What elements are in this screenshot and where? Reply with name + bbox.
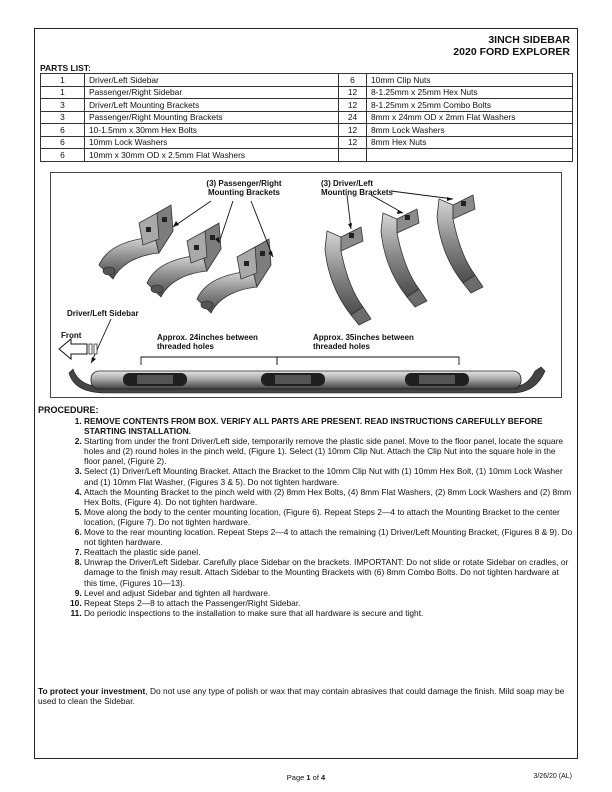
part-qty: 12 xyxy=(339,86,367,99)
part-desc: 8mm Lock Washers xyxy=(367,124,573,137)
span-35-label: Approx. 35inches between threaded holes xyxy=(313,333,414,351)
page-total: 4 xyxy=(321,773,326,782)
procedure-step: 9. Level and adjust Sidebar and tighten all hardware. xyxy=(84,588,574,598)
procedure-step: 3. Select (1) Driver/Left Mounting Bracket. Attach the Bracket to the 10mm Clip Nut with (1) 10mm Hex Bolt, (1) 10mm Lock Washer and (1) 10mm Flat Washer, (Figures 3 & 5). Do not tighten hardware. xyxy=(84,466,574,486)
parts-row xyxy=(41,149,573,162)
driver-bracket-3 xyxy=(437,195,483,293)
procedure-step: 10. Repeat Steps 2—8 to attach the Passenger/Right Sidebar. xyxy=(84,598,574,608)
step-pad-3 xyxy=(405,373,469,386)
driver-sidebar xyxy=(69,367,545,393)
part-qty: 6 xyxy=(41,149,85,162)
procedure-step: 4. Attach the Mounting Bracket to the pinch weld with (2) 8mm Hex Bolts, (4) 8mm Flat Washers, (2) 8mm Lock Washers and (2) 8mm Hex Bolts, (Figure 4). Do not tighten hardware. xyxy=(84,487,574,507)
page-prefix: Page xyxy=(286,773,307,782)
care-note xyxy=(38,686,570,706)
part-qty xyxy=(339,149,367,162)
title-block xyxy=(453,34,570,58)
part-desc: 8mm x 24mm OD x 2mm Flat Washers xyxy=(367,111,573,124)
part-qty: 12 xyxy=(339,136,367,149)
part-desc: 8-1.25mm x 25mm Combo Bolts xyxy=(367,99,573,112)
part-qty: 1 xyxy=(41,86,85,99)
procedure-step: 6. Move to the rear mounting location. Repeat Steps 2—4 to attach the remaining (1) Driver/Left Mounting Bracket, (Figures 8 & 9). Do not tighten hardware. xyxy=(84,527,574,547)
parts-figure xyxy=(50,172,562,398)
procedure-step: 1. REMOVE CONTENTS FROM BOX. VERIFY ALL PARTS ARE PRESENT. READ INSTRUCTIONS CAREFULLY BEFORE STARTING INSTALLATION. xyxy=(84,416,574,436)
step-pad-1 xyxy=(123,373,187,386)
parts-illustration xyxy=(51,173,561,397)
passenger-brackets-label: (3) Passenger/Right Mounting Brackets xyxy=(206,179,282,197)
part-desc: Driver/Left Sidebar xyxy=(85,74,339,87)
procedure-title: PROCEDURE: xyxy=(38,405,99,415)
parts-list-label: PARTS LIST: xyxy=(40,63,91,73)
part-desc xyxy=(367,149,573,162)
part-qty: 1 xyxy=(41,74,85,87)
part-qty: 12 xyxy=(339,99,367,112)
parts-row xyxy=(41,124,573,137)
part-desc: Passenger/Right Sidebar xyxy=(85,86,339,99)
part-desc: 10mm x 30mm OD x 2.5mm Flat Washers xyxy=(85,149,339,162)
part-desc: 10mm Clip Nuts xyxy=(367,74,573,87)
driver-bracket-1 xyxy=(325,227,371,325)
procedure-step: 5. Move along the body to the center mounting location, (Figure 6). Repeat Steps 2—4 to attach the Mounting Bracket to the center location, (Figure 7). Do not tighten hardware. xyxy=(84,507,574,527)
parts-row xyxy=(41,86,573,99)
procedure-step: 7. Reattach the plastic side panel. xyxy=(84,547,574,557)
part-qty: 24 xyxy=(339,111,367,124)
parts-table xyxy=(40,73,573,162)
driver-bracket-2 xyxy=(381,209,427,307)
part-desc: 8-1.25mm x 25mm Hex Nuts xyxy=(367,86,573,99)
part-qty: 6 xyxy=(41,124,85,137)
vehicle-title: 2020 FORD EXPLORER xyxy=(453,46,570,58)
part-qty: 12 xyxy=(339,124,367,137)
step-pad-2 xyxy=(261,373,325,386)
care-note-text: , Do not use any type of polish or wax that may contain abrasives that could damage the finish. Mild soap may be used to clean the Sidebar. xyxy=(38,686,565,707)
part-desc: 10mm Lock Washers xyxy=(85,136,339,149)
parts-row xyxy=(41,74,573,87)
front-arrow-icon xyxy=(59,339,97,359)
front-label: Front xyxy=(61,331,82,340)
part-desc: Passenger/Right Mounting Brackets xyxy=(85,111,339,124)
span-24-label: Approx. 24inches between threaded holes xyxy=(157,333,258,351)
part-desc: 10-1.5mm x 30mm Hex Bolts xyxy=(85,124,339,137)
sidebar-label: Driver/Left Sidebar xyxy=(67,309,139,318)
part-qty: 3 xyxy=(41,111,85,124)
procedure-step: 2. Starting from under the front Driver/Left side, temporarily remove the plastic side panel. Move to the floor panel, locate the square holes and (2) round holes in the pinch weld, (Figure 1). Select (1) 10mm Clip Nut. Attach the Clip Nut into the square hole in the floor panel, (Figure 2). xyxy=(84,436,574,466)
dimension-lines xyxy=(141,357,459,365)
page-of: of xyxy=(310,773,322,782)
page-number xyxy=(0,773,612,782)
part-qty: 6 xyxy=(339,74,367,87)
procedure-steps xyxy=(44,416,574,618)
part-qty: 3 xyxy=(41,99,85,112)
part-qty: 6 xyxy=(41,136,85,149)
procedure-step: 11. Do periodic inspections to the installation to make sure that all hardware is secure and tight. xyxy=(84,608,574,618)
part-desc: 8mm Hex Nuts xyxy=(367,136,573,149)
page-current: 1 xyxy=(306,773,311,782)
parts-row xyxy=(41,111,573,124)
parts-row xyxy=(41,99,573,112)
procedure-step: 8. Unwrap the Driver/Left Sidebar. Carefully place Sidebar on the brackets. IMPORTANT: Do not slide or rotate Sidebar on cradles, or damage to the finish may result. Attach Sidebar to the Mounting Brackets with (6) 8mm Combo Bolts. Do not tighten hardware at this time, (Figures 10—13). xyxy=(84,557,574,587)
care-note-lead: To protect your investment xyxy=(38,686,146,696)
revision-date: 3/26/20 (AL) xyxy=(533,773,572,780)
parts-row xyxy=(41,136,573,149)
part-desc: Driver/Left Mounting Brackets xyxy=(85,99,339,112)
product-title: 3INCH SIDEBAR xyxy=(488,34,570,46)
driver-brackets-label: (3) Driver/Left Mounting Brackets xyxy=(321,179,394,197)
